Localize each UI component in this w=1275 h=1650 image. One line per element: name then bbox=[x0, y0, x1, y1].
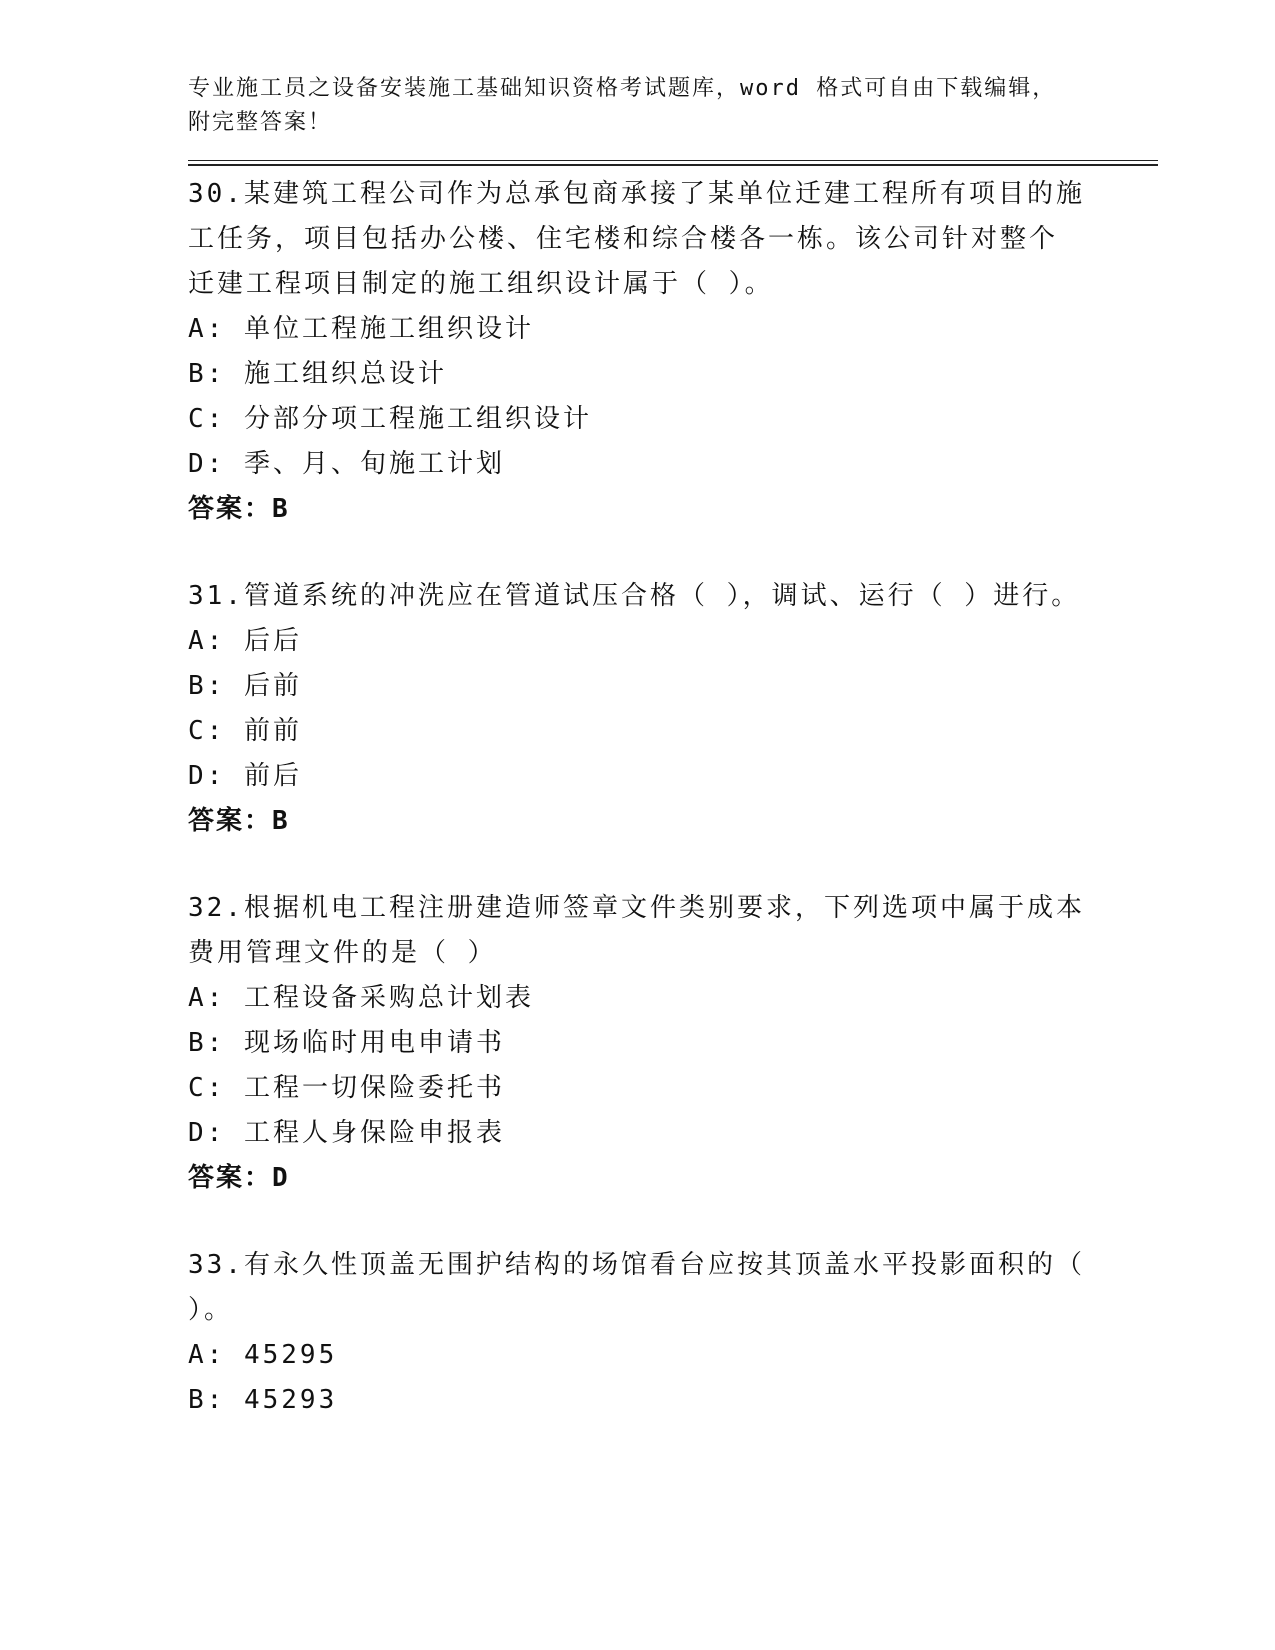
header-divider bbox=[188, 160, 1158, 166]
divider-thin-line bbox=[188, 160, 1158, 161]
question-32 bbox=[188, 886, 1158, 1201]
question-stem-line: 33.有永久性顶盖无围护结构的场馆看台应按其顶盖水平投影面积的（ bbox=[188, 1250, 1085, 1280]
option-c: C: 前前 bbox=[188, 716, 302, 746]
option-b: B: 施工组织总设计 bbox=[188, 359, 447, 389]
option-b: B: 现场临时用电申请书 bbox=[188, 1028, 505, 1058]
question-stem-line: 迁建工程项目制定的施工组织设计属于（ ）。 bbox=[188, 269, 774, 299]
option-a: A: 后后 bbox=[188, 626, 302, 656]
option-c: C: 分部分项工程施工组织设计 bbox=[188, 404, 592, 434]
answer-line: 答案：B bbox=[188, 494, 290, 524]
question-stem-line: 32.根据机电工程注册建造师签章文件类别要求，下列选项中属于成本 bbox=[188, 893, 1085, 923]
question-stem-line: ）。 bbox=[188, 1295, 234, 1325]
question-31 bbox=[188, 574, 1158, 844]
question-stem-line: 30.某建筑工程公司作为总承包商承接了某单位迁建工程所有项目的施 bbox=[188, 179, 1085, 209]
document-page bbox=[188, 72, 1158, 1423]
question-stem-line: 费用管理文件的是（ ） bbox=[188, 938, 497, 968]
option-d: D: 前后 bbox=[188, 761, 302, 791]
header-line-2: 附完整答案！ bbox=[188, 110, 333, 135]
divider-thick-line bbox=[188, 164, 1158, 166]
header-line-1: 专业施工员之设备安装施工基础知识资格考试题库，word 格式可自由下载编辑， bbox=[188, 76, 1057, 101]
question-stem-line: 工任务，项目包括办公楼、住宅楼和综合楼各一栋。该公司针对整个 bbox=[188, 224, 1059, 254]
option-b: B: 后前 bbox=[188, 671, 302, 701]
question-30 bbox=[188, 172, 1158, 532]
option-a: A: 工程设备采购总计划表 bbox=[188, 983, 534, 1013]
option-d: D: 工程人身保险申报表 bbox=[188, 1118, 505, 1148]
option-a: A: 单位工程施工组织设计 bbox=[188, 314, 534, 344]
question-stem-line: 31.管道系统的冲洗应在管道试压合格（ ），调试、运行（ ）进行。 bbox=[188, 581, 1081, 611]
document-header bbox=[188, 72, 1158, 140]
option-a: A: 45295 bbox=[188, 1340, 338, 1370]
answer-line: 答案：B bbox=[188, 806, 290, 836]
option-c: C: 工程一切保险委托书 bbox=[188, 1073, 505, 1103]
answer-line: 答案：D bbox=[188, 1163, 290, 1193]
option-b: B: 45293 bbox=[188, 1385, 338, 1415]
option-d: D: 季、月、旬施工计划 bbox=[188, 449, 505, 479]
question-33 bbox=[188, 1243, 1158, 1423]
